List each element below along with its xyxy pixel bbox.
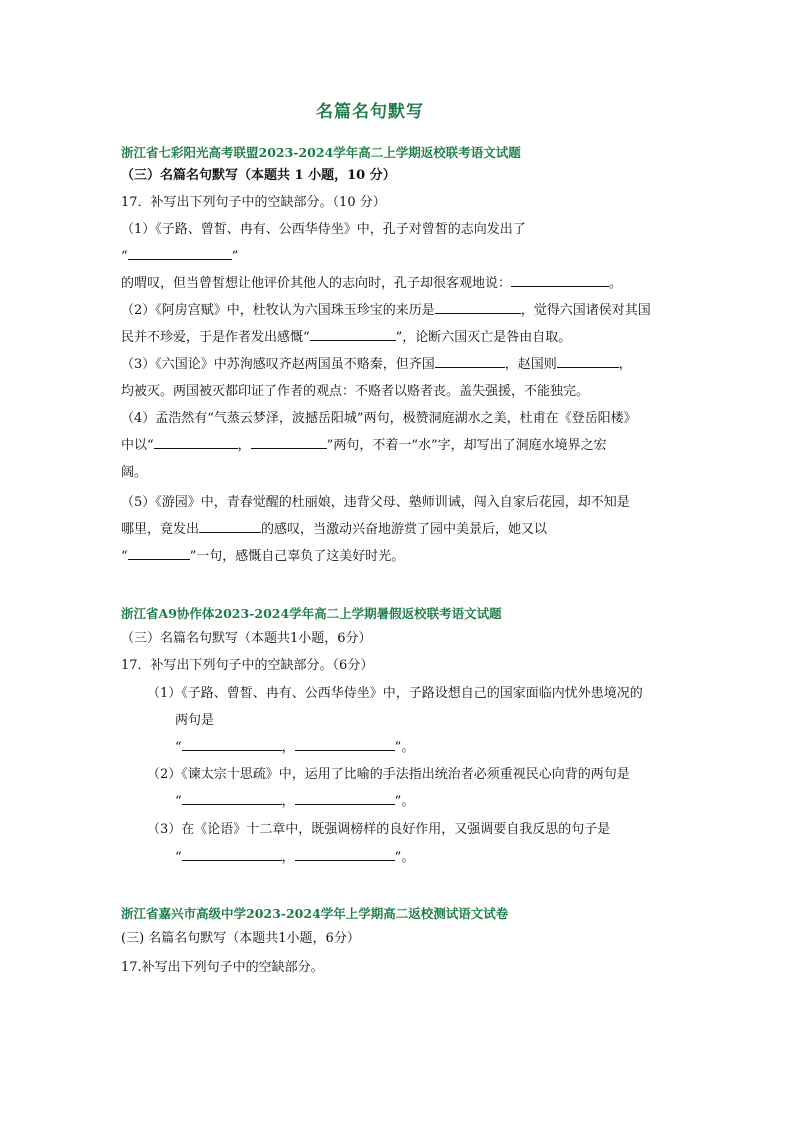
answer-blank[interactable] (295, 738, 395, 751)
answer-blank[interactable] (435, 355, 505, 368)
s2-item-1-line-1: （1）《子路、曾皙、冉有、公西华侍坐》中，子路设想自己的国家面临内忧外患境况的 (147, 686, 643, 701)
s2-item-2-line-2: “ ， ”。 (175, 794, 415, 809)
answer-blank[interactable] (128, 247, 232, 260)
answer-blank[interactable] (557, 355, 619, 368)
item-3-line-2: 均被灭。两国被灭都印证了作者的观点：不赂者以赂者丧。盖失强援，不能独完。 (121, 384, 590, 399)
item-5-line-2: 哪里，竟发出 的感叹，当激动兴奋地游赏了园中美景后，她又以 (121, 522, 548, 537)
item-1-line-1: （1）《子路、曾皙、冉有、公西华侍坐》中，孔子对曾皙的志向发出了 (121, 222, 526, 237)
section-source-3: 浙江省嘉兴市高级中学2023-2024学年上学期高二返校测试语文试卷 (121, 906, 509, 921)
s2-item-1-line-3: “ ， ”。 (175, 740, 415, 755)
answer-blank[interactable] (182, 848, 282, 861)
answer-blank[interactable] (435, 301, 521, 314)
s2-item-2-line-1: （2）《谏太宗十思疏》中，运用了比喻的手法指出统治者必须重视民心向背的两句是 (147, 767, 630, 782)
item-4-line-2: 中以“ ， ”两句，不着一“水”字，却写出了洞庭水境界之宏 (121, 438, 607, 453)
answer-blank[interactable] (128, 547, 190, 560)
answer-blank[interactable] (182, 792, 282, 805)
answer-blank[interactable] (251, 436, 327, 449)
page-title: 名篇名句默写 (316, 102, 424, 122)
item-2-line-2: 民并不珍爱，于是作者发出感慨“ ”，论断六国灭亡是咎由自取。 (121, 330, 572, 345)
section-heading-1: （三）名篇名句默写（本题共 1 小题，10 分） (121, 168, 396, 183)
s2-item-1-line-2: 两句是 (175, 713, 215, 728)
answer-blank[interactable] (310, 328, 396, 341)
answer-blank[interactable] (511, 274, 609, 287)
section-heading-3: (三) 名篇名句默写（本题共1小题，6分） (121, 931, 360, 946)
question-17-prompt-1: 17．补写出下列句子中的空缺部分。（10 分） (121, 195, 386, 210)
item-4-line-1: （4）孟浩然有“气蒸云梦泽，波撼岳阳城”两句，极赞洞庭湖水之美，杜甫在《登岳阳楼》 (121, 411, 637, 426)
question-17-prompt-3: 17.补写出下列句子中的空缺部分。 (121, 960, 324, 975)
item-2-line-1: （2）《阿房宫赋》中，杜牧认为六国珠玉珍宝的来历是 ，觉得六国诸侯对其国 (121, 303, 651, 318)
answer-blank[interactable] (199, 520, 261, 533)
item-1-line-3: 的喟叹，但当曾皙想让他评价其他人的志向时，孔子却很客观地说： 。 (121, 276, 623, 291)
section-heading-2: （三）名篇名句默写（本题共1小题，6分） (121, 631, 372, 646)
s2-item-3-line-2: “ ， ”。 (175, 850, 415, 865)
item-5-line-3: “ ”一句，感慨自己辜负了这美好时光。 (121, 549, 405, 564)
answer-blank[interactable] (295, 848, 395, 861)
item-1-line-2: “ ” (121, 249, 239, 264)
section-source-2: 浙江省A9协作体2023-2024学年高二上学期暑假返校联考语文试题 (121, 606, 502, 621)
item-4-line-3: 阔。 (121, 465, 148, 480)
answer-blank[interactable] (154, 436, 238, 449)
s2-item-3-line-1: （3）在《论语》十二章中，既强调榜样的良好作用，又强调要自我反思的句子是 (147, 822, 611, 837)
answer-blank[interactable] (295, 792, 395, 805)
question-17-prompt-2: 17．补写出下列句子中的空缺部分。（6分） (121, 658, 374, 673)
item-3-line-1: （3）《六国论》中苏洵感叹齐赵两国虽不赂秦，但齐国 ，赵国则 ， (121, 357, 632, 372)
section-source-1: 浙江省七彩阳光高考联盟2023-2024学年高二上学期返校联考语文试题 (121, 145, 521, 160)
item-5-line-1: （5）《游园》中，青春觉醒的杜丽娘，违背父母、塾师训诫，闯入自家后花园，却不知是 (121, 495, 630, 510)
answer-blank[interactable] (182, 738, 282, 751)
